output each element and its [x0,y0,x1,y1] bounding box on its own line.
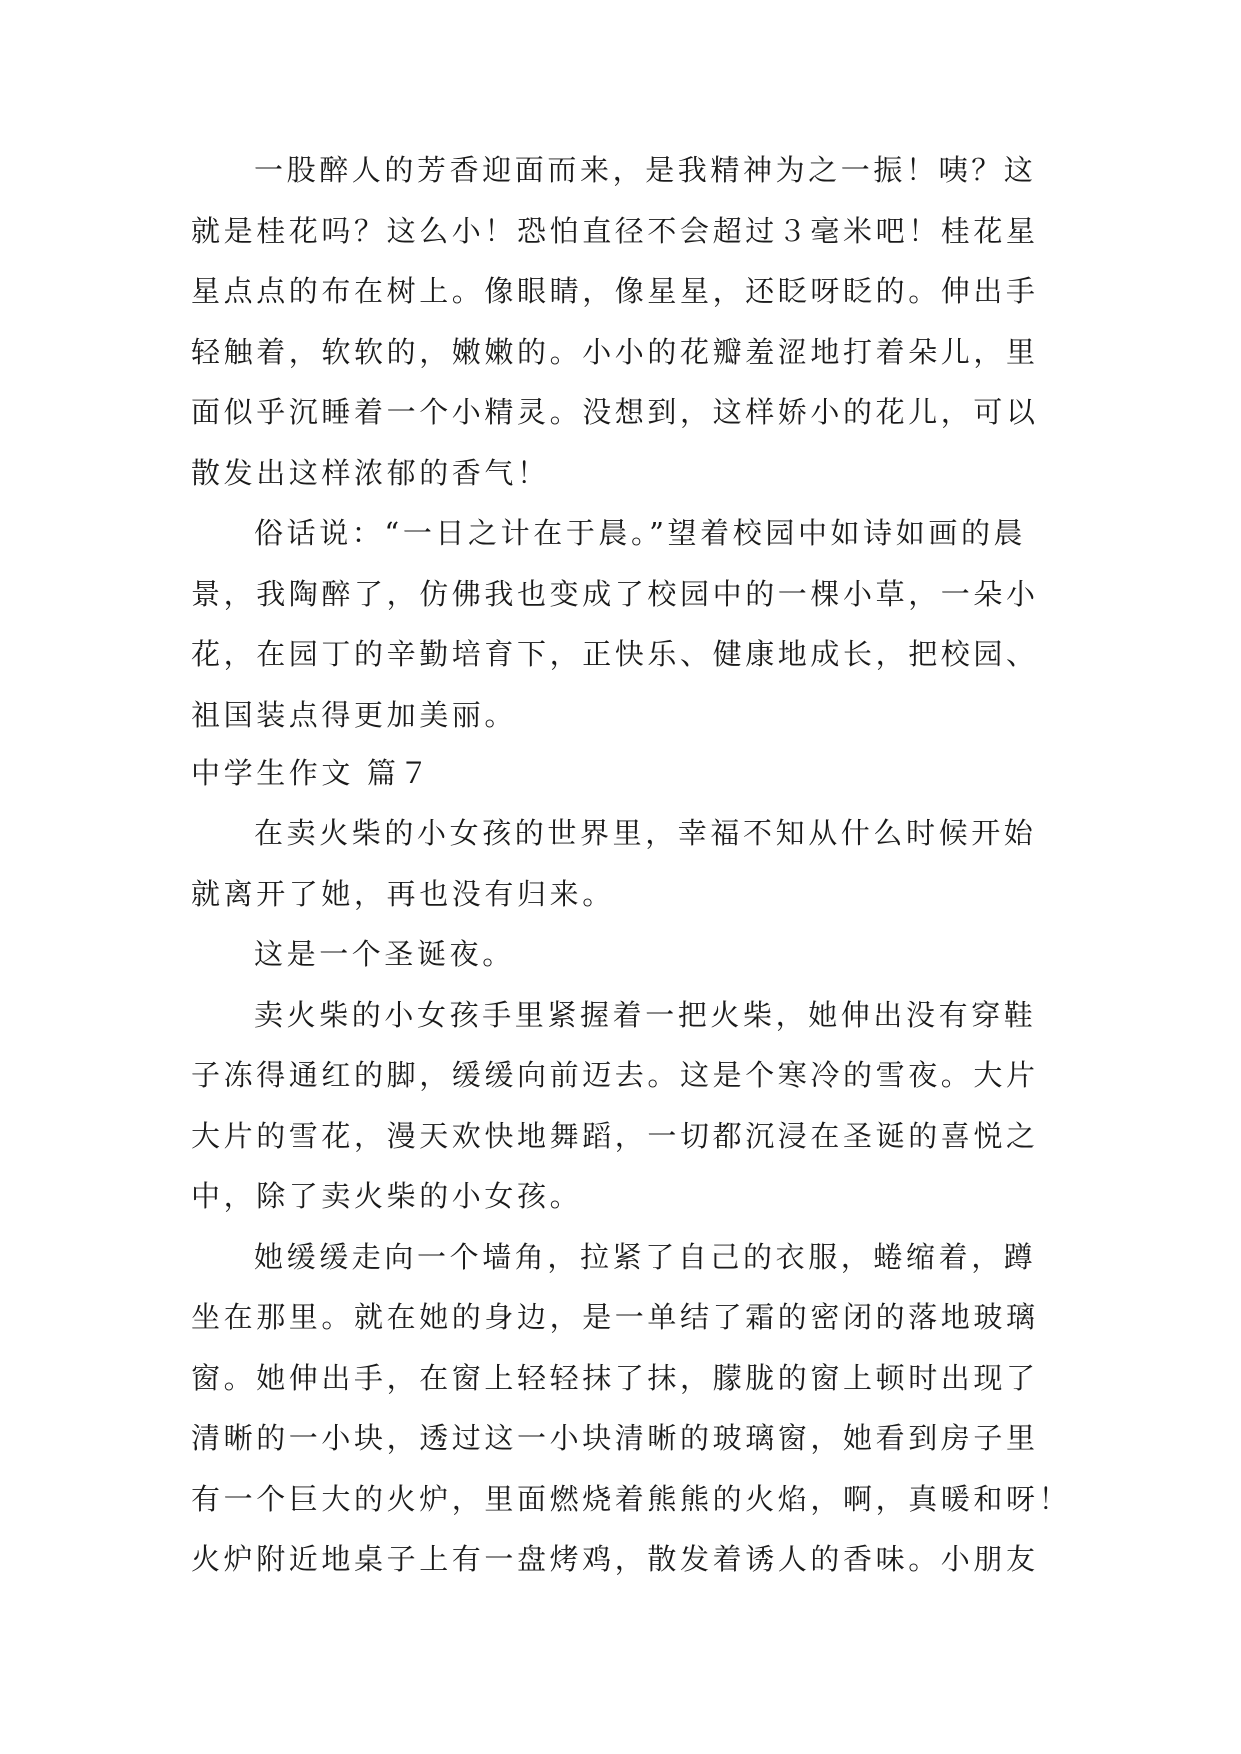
paragraph-line: 窗。她伸出手，在窗上轻轻抹了抹，朦胧的窗上顿时出现了 [191,1361,1039,1395]
paragraph-line: 一股醉人的芳香迎面而来，是我精神为之一振！咦？这 [254,153,1037,187]
paragraph-line: 大片的雪花，漫天欢快地舞蹈，一切都沉浸在圣诞的喜悦之 [191,1119,1039,1153]
paragraph-line: 面似乎沉睡着一个小精灵。没想到，这样娇小的花儿，可以 [191,395,1039,429]
paragraph-line: 就离开了她，再也没有归来。 [191,877,615,911]
paragraph-line: 就是桂花吗？这么小！恐怕直径不会超过３毫米吧！桂花星 [191,214,1039,248]
paragraph-line: 清晰的一小块，透过这一小块清晰的玻璃窗，她看到房子里 [191,1421,1039,1455]
paragraph-line: 花，在园丁的辛勤培育下，正快乐、健康地成长，把校园、 [191,637,1039,671]
paragraph-line: 中，除了卖火柴的小女孩。 [191,1179,583,1213]
paragraph-line: 她缓缓走向一个墙角，拉紧了自己的衣服，蜷缩着，蹲 [254,1240,1037,1274]
paragraph-line: 景，我陶醉了，仿佛我也变成了校园中的一棵小草，一朵小 [191,577,1039,611]
paragraph-line: 俗话说：“一日之计在于晨。”望着校园中如诗如画的晨 [254,516,1027,550]
paragraph-line: 这是一个圣诞夜。 [254,937,515,971]
paragraph-line: 火炉附近地桌子上有一盘烤鸡，散发着诱人的香味。小朋友 [191,1542,1039,1576]
paragraph-line: 坐在那里。就在她的身边，是一单结了霜的密闭的落地玻璃 [191,1300,1039,1334]
paragraph-line: 散发出这样浓郁的香气！ [191,456,550,490]
paragraph-line: 有一个巨大的火炉，里面燃烧着熊熊的火焰，啊，真暖和呀！ [191,1482,1072,1516]
paragraph-line: 卖火柴的小女孩手里紧握着一把火柴，她伸出没有穿鞋 [254,998,1037,1032]
paragraph-line: 星点点的布在树上。像眼睛，像星星，还眨呀眨的。伸出手 [191,274,1039,308]
section-heading: 中学生作文 篇７ [191,756,433,790]
paragraph-line: 轻触着，软软的，嫩嫩的。小小的花瓣羞涩地打着朵儿，里 [191,335,1039,369]
paragraph-line: 子冻得通红的脚，缓缓向前迈去。这是个寒冷的雪夜。大片 [191,1058,1039,1092]
paragraph-line: 在卖火柴的小女孩的世界里，幸福不知从什么时候开始 [254,816,1037,850]
paragraph-line: 祖国装点得更加美丽。 [191,698,518,732]
